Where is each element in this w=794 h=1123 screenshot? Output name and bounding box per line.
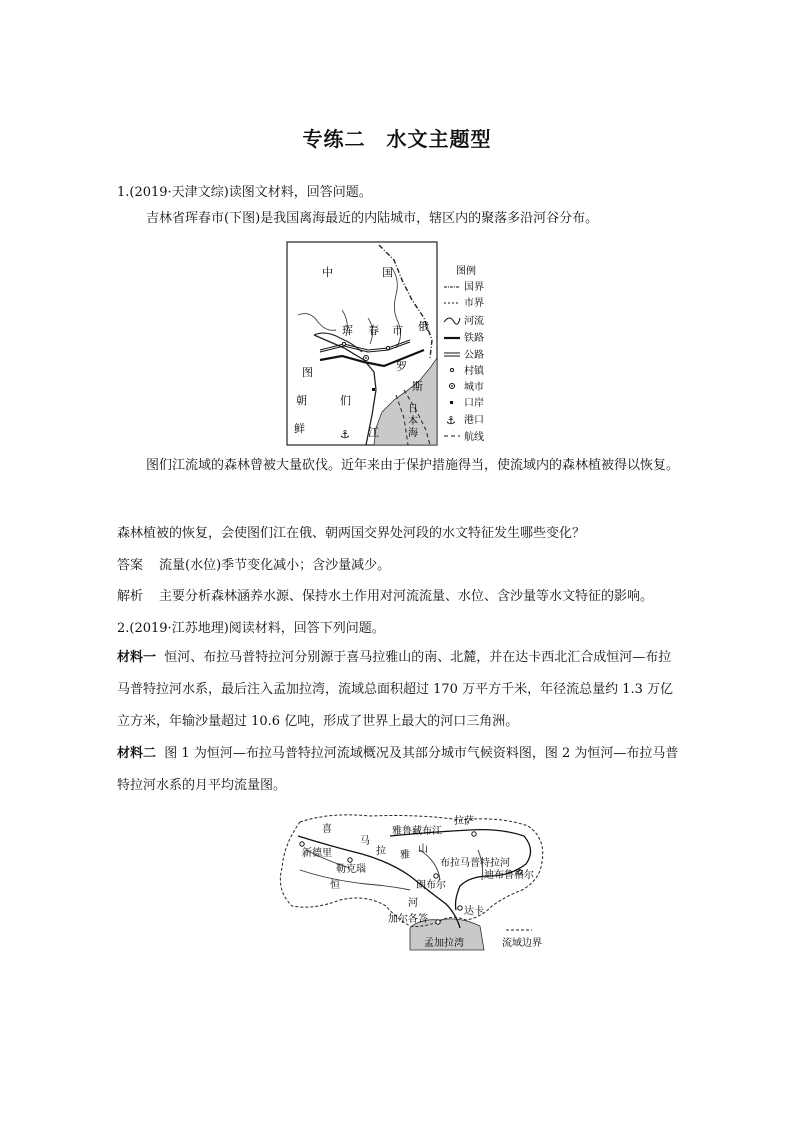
label-kolkata: 加尔各答 (388, 914, 428, 925)
label-he: 河 (408, 898, 418, 909)
label-yarlung: 雅鲁藏布江 (392, 826, 442, 837)
port-of-entry-marker (372, 388, 375, 391)
material-2-label: 材料二 (117, 746, 157, 761)
label-heng: 恒 (330, 880, 340, 891)
analysis-label: 解析 (117, 589, 144, 604)
legend-symbol-port-of-entry (450, 401, 453, 404)
map-label-chun: 春 (368, 324, 379, 337)
label-ma: 马 (360, 836, 370, 847)
page-title: 专练二 水文主题型 (302, 127, 492, 151)
legend-symbol-river (444, 318, 460, 324)
label-shan: 山 (418, 844, 428, 855)
city-marker-kolkata (436, 920, 440, 924)
q1-analysis-row (117, 585, 653, 604)
legend-item: 航线 (464, 432, 484, 443)
town-marker (342, 342, 345, 345)
material-1-label: 材料一 (117, 650, 157, 665)
map-label-ben: 本 (408, 416, 418, 427)
legend-item: 公路 (464, 350, 484, 361)
label-lhasa: 拉萨 (454, 816, 474, 827)
q1-para2-first (146, 456, 679, 476)
legend-symbol-harbor: ⚓ (446, 414, 456, 427)
q1-stem: 1.(2019·天津文综)读图文材料，回答问题。 (117, 185, 372, 200)
q1-answer-row (117, 554, 390, 573)
label-dibrugarh: 迪布鲁格尔 (484, 870, 534, 881)
map-label-hun: 珲 (342, 324, 353, 337)
ganges-brahmaputra-map (270, 810, 560, 954)
material-1-text: 恒河、布拉马普特拉河分别源于喜马拉雅山的南、北麓，并在达卡西北汇合成恒河—布拉马普特拉河水系，最后注入孟加拉湾，流域总面积超过 170 万平方千米，年径流总量约 1.3 万亿立方米，年输沙量超过 10.6 亿吨，形成了世界上最大的河口三角洲。 (117, 650, 674, 729)
label-new-delhi: 新德里 (302, 848, 332, 859)
city-dot (365, 357, 367, 359)
map-label-zhong: 中 (322, 266, 333, 279)
label-la: 拉 (376, 846, 386, 857)
q2-material-1 (117, 642, 679, 738)
q1-question: 森林植被的恢复，会使图们江在俄、朝两国交界处河段的水文特征发生哪些变化？ (117, 526, 586, 541)
map-label-chao: 朝 (296, 394, 307, 407)
map-label-e: 俄 (418, 320, 429, 333)
map-label-shi: 市 (392, 324, 403, 337)
hunchun-map (284, 240, 506, 448)
label-xi: 喜 (322, 824, 332, 835)
legend-item: 市界 (464, 298, 484, 309)
material-2-text: 图 1 为恒河—布拉马普特拉河流域概况及其部分城市气候资料图，图 2 为恒河—布拉马普特拉河水系的月平均流量图。 (117, 746, 679, 793)
legend-item: 铁路 (464, 333, 484, 344)
legend-item: 口岸 (464, 398, 484, 409)
q1-intro: 吉林省珲春市(下图)是我国离海最近的内陆城市，辖区内的聚落多沿河谷分布。 (146, 211, 599, 226)
city-marker-lucknow (348, 858, 352, 862)
map-label-luo: 罗 (396, 360, 407, 373)
label-bay-of-bengal: 孟加拉湾 (424, 938, 464, 949)
map-label-hai: 海 (408, 428, 418, 439)
map-label-jiang: 江 (368, 426, 379, 439)
q2-material-2 (117, 738, 679, 802)
legend-item: 国界 (464, 282, 484, 293)
label-ya: 雅 (400, 850, 410, 861)
label-brahmaputra: 布拉马普特拉河 (440, 858, 510, 869)
legend-item: 村镇 (464, 366, 484, 377)
label-dhaka: 达卡 (464, 906, 484, 917)
analysis-text: 主要分析森林涵养水源、保持水土作用对河流流量、水位、含沙量等水文特征的影响。 (159, 589, 654, 604)
town-marker (386, 346, 389, 349)
map-label-si: 斯 (412, 380, 423, 393)
city-marker-dhaka (458, 906, 462, 910)
legend-item: 港口 (464, 415, 484, 426)
map-label-men: 们 (340, 394, 351, 407)
map-label-guo: 国 (382, 266, 393, 279)
answer-text: 流量(水位)季节变化减小；含沙量减少。 (159, 558, 391, 573)
map-label-ri: 日 (408, 404, 418, 415)
legend-symbol-town (450, 368, 453, 371)
legend-item: 河流 (464, 316, 484, 327)
legend-basin-boundary: 流域边界 (502, 938, 542, 949)
map-label-tu: 图 (302, 366, 313, 379)
label-rangpur: 朗布尔 (416, 880, 446, 891)
legend-item: 城市 (464, 382, 484, 393)
legend (444, 281, 485, 443)
city-marker-rangpur (434, 874, 438, 878)
q2-stem: 2.(2019·江苏地理)阅读材料，回答下列问题。 (117, 621, 385, 636)
harbor-icon: ⚓ (340, 428, 350, 441)
map-label-xian: 鲜 (294, 422, 305, 435)
city-marker-lhasa (472, 832, 476, 836)
city-marker-new-delhi (300, 842, 304, 846)
q1-para2: 图们江流域的森林曾被大量砍伐。近年来由于保护措施得当，使流域内的森林植被得以恢复。 (146, 458, 680, 473)
label-lucknow: 勒克瑙 (336, 864, 366, 875)
legend-title: 图例 (456, 266, 476, 277)
answer-label: 答案 (117, 558, 144, 573)
